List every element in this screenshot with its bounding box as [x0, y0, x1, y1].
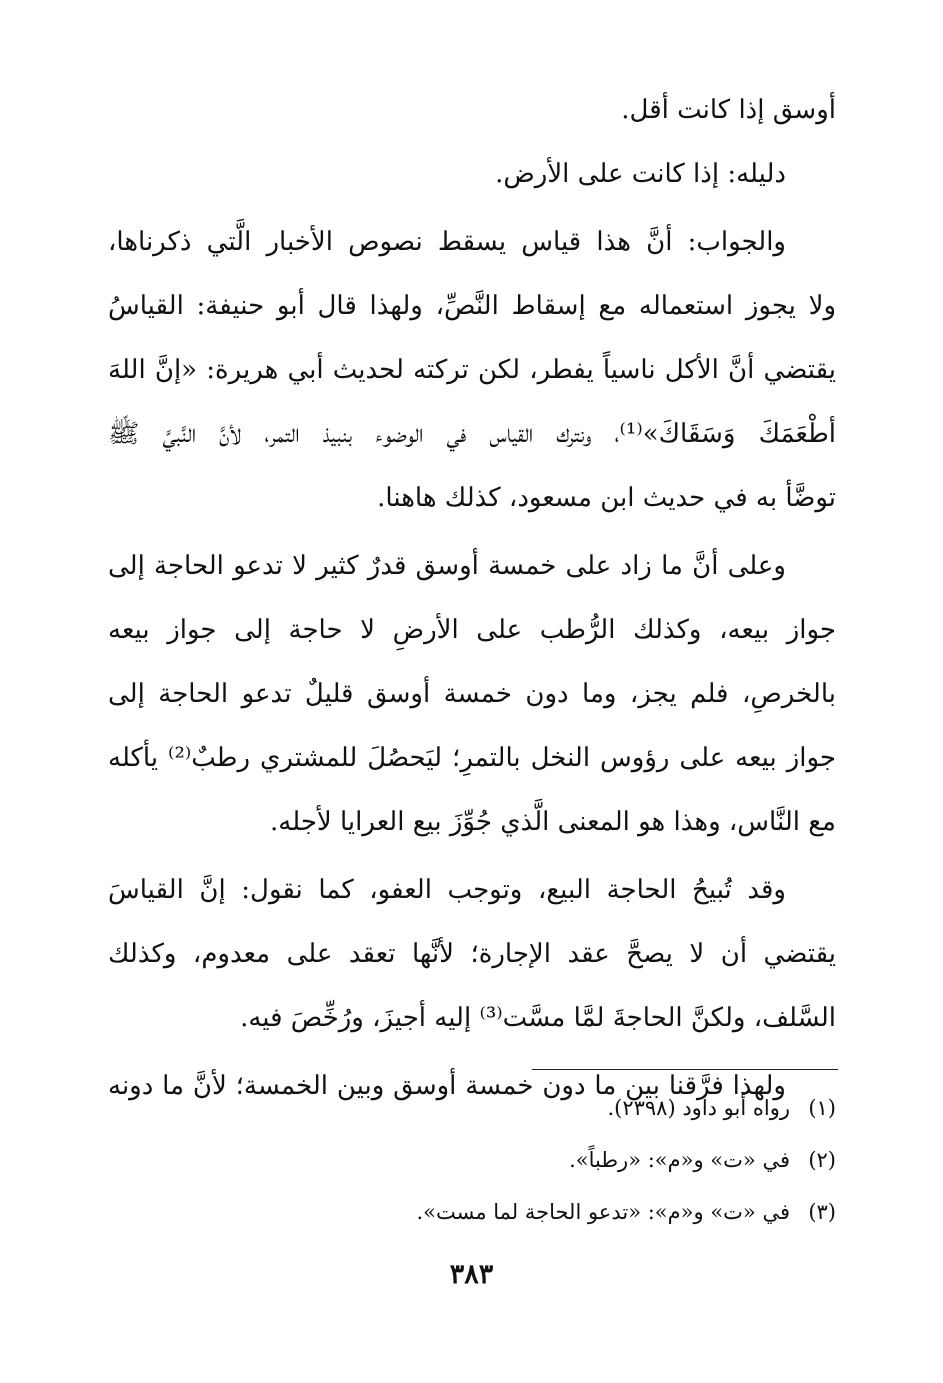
footnote-item [300, 1190, 836, 1242]
text-line: أوسق إذا كانت أقل. [621, 95, 836, 125]
text-line: السَّلف، ولكنَّ الحاجةَ لمَّا مسَّت⁽³⁾ إليه أجيزَ، ورُخِّصَ فيه. [240, 1003, 836, 1033]
footnote-separator [532, 1069, 838, 1070]
footnote-text: رواه أبو داود (٢٣٩٨). [607, 1096, 790, 1120]
text-line: دليله: إذا كانت على الأرض. [495, 159, 786, 189]
footnote-item [300, 1138, 836, 1190]
text-line: يقتضي أنَّ الأكل ناسياً يفطر، لكن تركته لحديث أبي هريرة: «إنَّ اللهَ [108, 355, 836, 385]
paragraph-first-line: ولهذا فرَّقنا بين ما دون خمسة أوسق وبين الخمسة؛ لأنَّ ما دونه [108, 1071, 786, 1101]
footnotes [300, 1086, 836, 1242]
text-line: جواز بيعه على رؤوس النخل بالتمرِ؛ ليَحصُلَ للمشتري رطبٌ⁽²⁾ يأكله [108, 743, 836, 773]
footnote-number: (٣) [808, 1200, 836, 1224]
page-body [108, 78, 836, 1118]
footnote-text: في «ت» و«م»: «رطباً». [569, 1148, 790, 1172]
footnote-number: (١) [808, 1096, 836, 1120]
page-number: ٣٨٣ [449, 1259, 494, 1290]
text-line: ولا يجوز استعماله مع إسقاط النَّصِّ، ولهذا قال أبو حنيفة: القياسُ [108, 291, 836, 321]
paragraph-first-line: وعلى أنَّ ما زاد على خمسة أوسق قدرٌ كثير لا تدعو الحاجة إلى [108, 551, 786, 581]
footnote-text: في «ت» و«م»: «تدعو الحاجة لما مست». [416, 1200, 790, 1224]
footnote-number: (٢) [808, 1148, 836, 1172]
text-line: مع النَّاس، وهذا هو المعنى الَّذي جُوِّزَ بيع العرايا لأجله. [270, 807, 836, 837]
paragraph-first-line: وقد تُبيحُ الحاجة البيع، وتوجب العفو، كما نقول: إنَّ القياسَ [108, 875, 786, 905]
text-line: جواز بيعه، وكذلك الرُّطب على الأرضِ لا حاجة إلى جواز بيعه [108, 615, 836, 645]
paragraph-first-line: والجواب: أنَّ هذا قياس يسقط نصوص الأخبار الَّتي ذكرناها، [108, 227, 786, 257]
footnote-item [300, 1086, 836, 1138]
text-line: بالخرصِ، فلم يجز، وما دون خمسة أوسق قليلٌ تدعو الحاجة إلى [108, 679, 836, 709]
text-line: أطْعَمَكَ وَسَقَاكَ»⁽¹⁾، ونترك القياس في الوضوء بنبيذ التمر، لأنَّ النَّبيَّ ﷺ [108, 419, 836, 449]
text-line: يقتضي أن لا يصحَّ عقد الإجارة؛ لأنَّها تعقد على معدوم، وكذلك [108, 939, 836, 969]
text-line: توضَّأ به في حديث ابن مسعود، كذلك هاهنا. [377, 483, 836, 513]
